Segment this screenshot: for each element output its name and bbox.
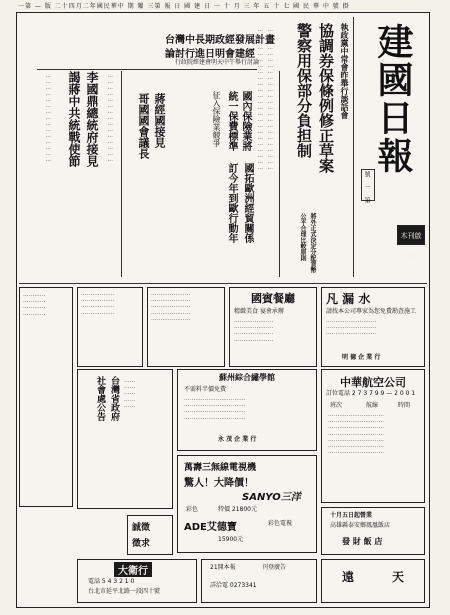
ad-suzhou: 蘇州綜合繡學館 不需料半價免費 …………………………… …………………………… …………………………… …………………………… 永 茂 企 業 行 xyxy=(177,369,317,451)
ad-bottom-mid-3: 詳洽電 0273341 xyxy=(210,582,257,589)
ad-left-mid: ……………… ……………… ……………… ……………… xyxy=(77,287,143,367)
ad-sanyo-headline-1: 萬壽三無線電視機 xyxy=(184,463,257,473)
headline-mid3-1: 國內保險業將 xyxy=(240,91,251,151)
newspaper-page xyxy=(16,12,430,608)
ad-airline-sub: 訂位電話 2 7 3 7 9 9 — 2 0 0 1 xyxy=(326,390,416,397)
ad-dahang-body: 台北市延平北路一段四十號 xyxy=(88,588,161,595)
ad-airline: 中華航空公司 訂位電話 2 7 3 7 9 9 — 2 0 0 1 班次 航線 時間 ………………………… ………………………… ………………………… ………………………… ………………………… ………………………… ………………………… xyxy=(321,369,425,503)
ad-small-text: ………………… ………………… ………………… ………………… ………………… xyxy=(147,287,225,367)
ad-dahang xyxy=(77,559,197,603)
headline-right-1: 將外正式決定分配貨幣 xyxy=(309,213,316,273)
ad-suzhou-body: 不需料半價免費 xyxy=(184,386,227,393)
ad-airline-col-2: 時間 xyxy=(398,402,411,409)
headline-main-1: 執政黨中常會昨舉行談話會 xyxy=(340,23,349,119)
article-text-2: ……………………………………………………………… xyxy=(257,27,264,171)
ad-bottom-far-right xyxy=(321,559,425,603)
ad-guobin: 國賓餐廳 精緻美食 宴會承辦 ………………… ………………… ………………… ………………… xyxy=(229,287,317,367)
ad-airline-col-1: 航線 xyxy=(366,402,379,409)
headline-mid3-3: 征入保險業競爭 xyxy=(212,91,221,147)
ad-bottom-right-brand: 發 財 飯 店 xyxy=(342,536,383,546)
ad-bottom-mid xyxy=(201,559,317,603)
ad-guobin-title: 國賓餐廳 xyxy=(251,292,295,305)
ad-airline-col-0: 班次 xyxy=(330,402,343,409)
ad-bottom-far-right-b: 天 xyxy=(392,570,405,584)
ad-sanyo-price-label-2: 彩色電視 xyxy=(268,520,293,527)
headline-left-1: 李國鼎總統府接見 xyxy=(85,71,99,167)
ad-fanshui-body: 請找本公司專家為您免費勘查施工 xyxy=(326,308,417,315)
ad-fanshui: 凡 漏 水 請找本公司專家為您免費勘查施工 ……………………… ……………………… ……………………… 明 德 企 業 行 xyxy=(321,287,425,367)
ad-sanyo-price-2: 15900元 xyxy=(218,536,244,543)
article-text-1: ……………………………………………………………… xyxy=(267,27,274,171)
ad-suzhou-brand: 永 茂 企 業 行 xyxy=(218,436,257,443)
top-date-strip: 一第 — 版 二十四月二年國民華中 期 曜 三第 報 日 國 建 日 一 十 月 三 年 五 十 七 國 民 華 中 號 掛 xyxy=(18,3,350,10)
headline-main-2: 協調券保條例修正草案 xyxy=(317,23,335,173)
headline-sub-2: 論討行進日明會建經 xyxy=(165,49,255,60)
ad-bottom-right-title: 十月五日起營業 xyxy=(330,512,373,519)
headline-sub-1: 台灣中長期政經發展計畫 xyxy=(165,35,275,46)
ad-dahang-title: 大衛行 xyxy=(114,562,152,577)
ad-taiwan-gov: ………… ………… ………… ………… xyxy=(19,287,73,507)
ad-bottom-right-body: 高雄縣泰安鄉鳳凰飯店 xyxy=(330,522,391,529)
ad-bottom-left xyxy=(127,515,173,555)
ad-bottom-right xyxy=(321,507,425,555)
ad-guobin-body: 精緻美食 宴會承辦 xyxy=(234,308,284,315)
ad-taiwan-ann-1: 台灣省政府 xyxy=(109,376,119,421)
ad-bottom-left-b: 徵求 xyxy=(132,539,151,549)
headline-mid3-2: 統一保費標準 xyxy=(226,91,237,151)
ad-bottom-left-a: 誠徵 xyxy=(132,523,151,533)
headline-mid4-1: 國拓歐洲經貿關係 xyxy=(242,163,253,243)
headline-mid-2: 哥國國會議長 xyxy=(137,93,150,159)
ad-fanshui-brand: 明 德 企 業 行 xyxy=(342,354,381,361)
article-text-left: ……………………………………… xyxy=(45,73,52,163)
headline-mid-1: 蔣經國接見 xyxy=(153,93,166,148)
masthead-title: 建國日報 xyxy=(372,23,414,175)
ad-suzhou-title: 蘇州綜合繡學館 xyxy=(219,372,275,382)
ad-sanyo-price-1: 特價 21800元 xyxy=(218,506,257,513)
ad-taiwan-ann-2: 社會處公告 xyxy=(95,376,105,421)
ad-bottom-mid-1: 21開本報 xyxy=(210,564,236,571)
masthead-issue: 號 一 第 xyxy=(363,171,370,203)
headline-left-2: 謁蔣中共統戰使節 xyxy=(67,71,81,167)
headline-right-2: 公平合理比較原則 xyxy=(299,213,306,261)
ad-fanshui-title: 凡 漏 水 xyxy=(326,292,371,306)
ad-sanyo xyxy=(177,455,317,553)
headline-main-3: 警察用保部分負担制 xyxy=(295,23,313,158)
ad-airline-title: 中華航空公司 xyxy=(340,376,406,389)
ad-dahang-sub: 電話 5 4 3 2 1 0 xyxy=(88,578,135,585)
headline-mid4-2: 訂今年到歐行動年 xyxy=(226,163,237,243)
ad-bottom-far-right-a: 遠 xyxy=(342,570,355,584)
article-text-left-2: ……………………………………… xyxy=(107,73,114,163)
ad-sanyo-headline-2: 驚人！大降價！ xyxy=(184,478,254,489)
ad-sanyo-price-label-1: 彩色 xyxy=(186,506,199,513)
ad-sanyo-brand: SANYO三洋 xyxy=(242,492,301,503)
headline-sub-3: 行政院經建會明天中午舉行討論 xyxy=(175,59,260,66)
ad-bottom-mid-2: 刊登廣告 xyxy=(262,564,287,571)
notice-label: 木刊啟事 xyxy=(397,225,425,245)
ad-taiwan-ann: 台灣省政府 社會處公告 …… …… …… …… …… xyxy=(77,369,173,509)
ad-sanyo-brand-2: ADE艾德寶 xyxy=(184,522,237,533)
masthead xyxy=(355,19,425,219)
